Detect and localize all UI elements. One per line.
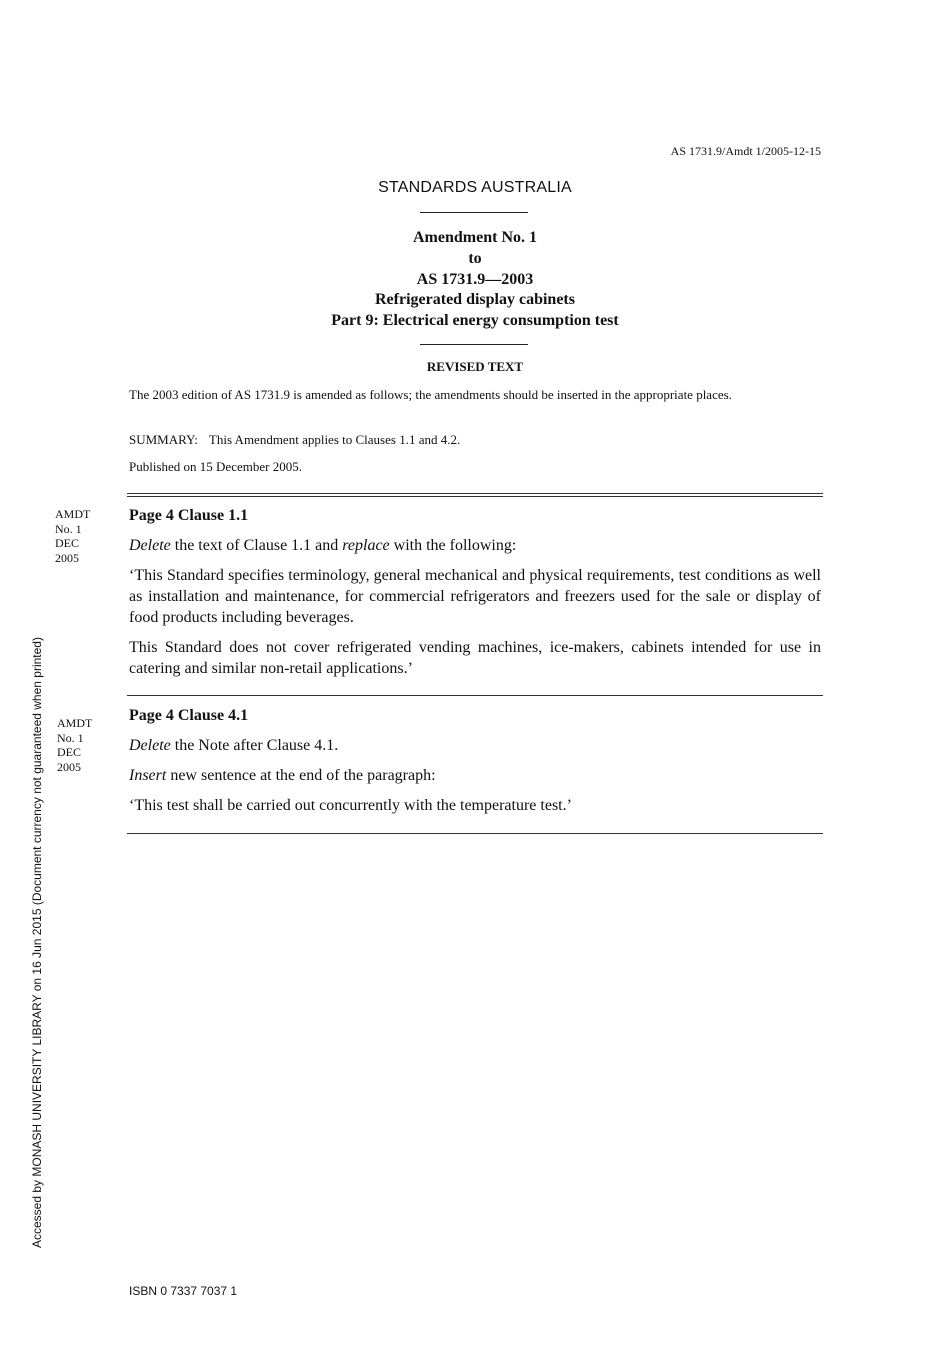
amendment-margin-note [55,507,90,565]
margin-note-line: 2005 [57,759,81,774]
section-divider-double [127,493,823,497]
title-divider-top [420,212,528,213]
amendment-clause-1-1 [129,505,821,688]
title-line-subject: Refrigerated display cabinets [375,291,575,309]
summary-text: This Amendment applies to Clauses 1.1 and 4.2. [208,432,461,447]
clause-heading: Page 4 Clause 1.1 [129,507,249,524]
title-divider-bottom [420,344,528,345]
instruction-text: the text of Clause 1.1 and [170,537,343,554]
margin-note-line: DEC [57,745,81,759]
replacement-paragraph: This Standard does not cover refrigerated vending machines, ice-makers, cabinets intended for use in catering and similar non-retail applications.’ [129,639,821,677]
title-line-to: to [468,249,482,267]
margin-note-line: 2005 [55,550,79,565]
amendment-instruction [129,535,821,556]
amendment-instruction [129,765,821,786]
intro-summary [129,431,821,449]
instruction-verb: Insert [129,767,167,784]
title-line-amendment: Amendment No. 1 [413,229,537,246]
margin-note-line: No. 1 [55,521,82,536]
margin-note-line: DEC [55,536,79,550]
amendment-title [0,228,950,332]
replacement-paragraph: ‘This Standard specifies terminology, general mechanical and physical requirements, test conditions as well as installation and maintenance, for commercial refrigerators and freezers used for the sale or display of food products including beverages. [129,567,821,626]
organization-name: STANDARDS AUSTRALIA [378,179,572,196]
instruction-text: the Note after Clause 4.1. [170,737,339,754]
instruction-verb: Delete [129,537,171,554]
section-divider [127,695,823,696]
document-reference: AS 1731.9/Amdt 1/2005-12-15 [670,144,821,158]
access-notice-vertical: Accessed by MONASH UNIVERSITY LIBRARY on 16 Jun 2015 (Document currency not guaranteed when printed) [30,637,44,1248]
instruction-verb: replace [342,537,390,554]
margin-note-line: AMDT [57,716,93,730]
intro-edition-text: The 2003 edition of AS 1731.9 is amended as follows; the amendments should be inserted in the appropriate places. [129,387,732,402]
instruction-verb: Delete [129,737,171,754]
amendment-margin-note [57,716,92,774]
revised-text-heading: REVISED TEXT [426,359,524,374]
section-divider [127,833,823,834]
amendment-instruction [129,735,821,756]
margin-note-line: AMDT [55,507,91,521]
instruction-text: new sentence at the end of the paragraph: [166,767,436,784]
margin-note-line: No. 1 [57,730,84,745]
isbn-footer: ISBN 0 7337 7037 1 [129,1284,238,1298]
clause-heading: Page 4 Clause 4.1 [129,707,249,724]
amendment-clause-4-1 [129,705,821,825]
summary-label: SUMMARY: [129,432,198,447]
instruction-text: with the following: [389,537,517,554]
title-line-standard: AS 1731.9—2003 [416,270,534,288]
published-date: Published on 15 December 2005. [129,459,302,474]
title-line-part: Part 9: Electrical energy consumption test [331,312,619,330]
inserted-sentence: ‘This test shall be carried out concurrently with the temperature test.’ [129,797,572,814]
